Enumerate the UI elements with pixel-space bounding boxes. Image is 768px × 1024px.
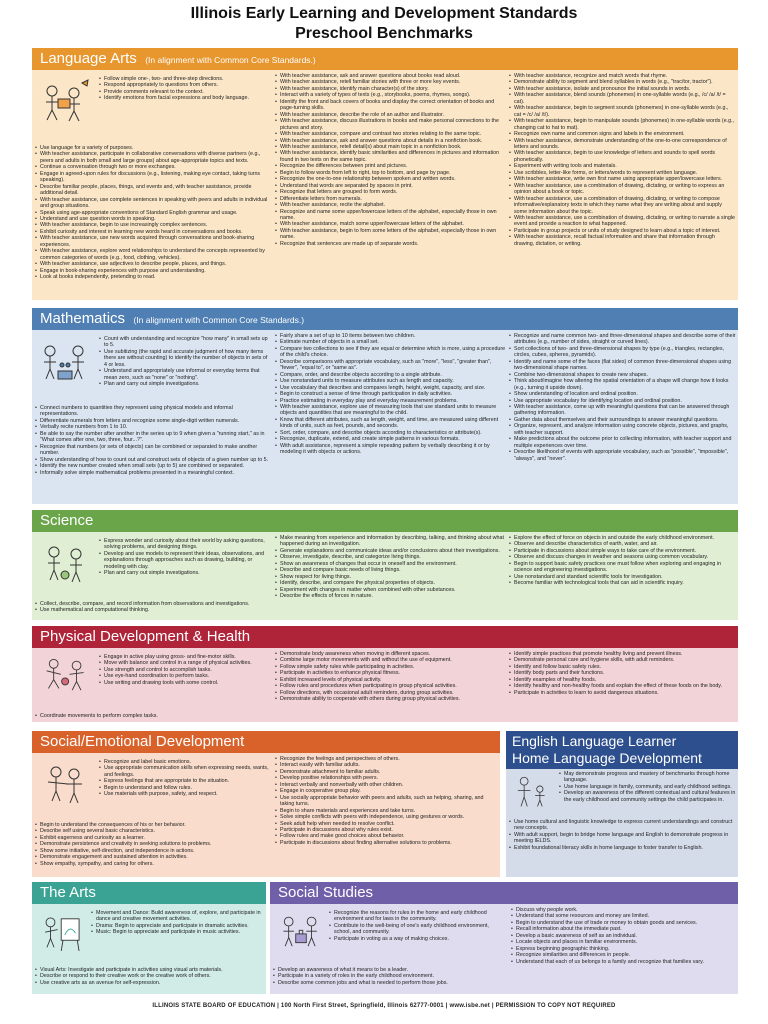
arts-column — [32, 907, 266, 992]
list-item: • Sort collections of two- and three-dimensional shapes by type (e.g., triangles, rectangles, circles, cubes, spheres, pyramids). — [508, 346, 736, 359]
list-item: • With teacher assistance, begin to segment sounds (phonemes) in one-syllable words (e.g., cat = /c/ /a/ /t/). — [508, 105, 736, 118]
list-item: • With teacher assistance, recall factual information and share that information through drawing, dictation, or writing. — [508, 234, 736, 247]
list-item: • Develop an awareness of what it means to be a leader. — [272, 967, 504, 973]
list-item: • Begin to follow words from left to right, top to bottom, and page by page. — [274, 170, 506, 176]
list-item: • Use home cultural and linguistic knowledge to express current understandings and construct new concepts. — [508, 819, 736, 832]
page-title — [0, 4, 768, 44]
list-item: • Participate in discussions about why rules exist. — [274, 827, 498, 833]
list-item: • Identify examples of healthy foods. — [508, 677, 736, 683]
list-item: • Describe and compare basic needs of living things. — [274, 567, 506, 573]
list-item: • Follow rules and make good choices about behavior. — [274, 833, 498, 839]
list-item: • With teacher assistance, use a combination of drawing, dictating, or writing to compose informative/explanatory texts in which they name what they are writing about and supply some information about the topic. — [508, 196, 736, 215]
language-column-3 — [508, 73, 736, 298]
list-item: • Plan and carry out simple investigations. — [98, 381, 270, 387]
list-item: • Describe familiar people, places, things, and events and, with teacher assistance, provide additional detail. — [34, 184, 270, 197]
list-item: • Identify and name some of the faces (flat sides) of common three-dimensional shapes using two-dimensional shape names. — [508, 359, 736, 372]
list-item: • With teacher assistance, begin to manipulate sounds (phonemes) in one-syllable words (e.g., changing cat to hat to mat). — [508, 118, 736, 131]
science-list-1 — [34, 601, 270, 614]
list-item: • Show some initiative, self-direction, and independence in actions. — [34, 848, 270, 854]
language-list-1 — [34, 145, 270, 281]
social-emotional-illus-list — [98, 759, 270, 798]
list-item: • Use language for a variety of purposes. — [34, 145, 270, 151]
list-item: • With teacher assistance, demonstrate understanding of the one-to-one correspondence of letters and sounds. — [508, 138, 736, 151]
list-item: • With teacher assistance, explore use of measuring tools that use standard units to measure objects and quantities that are meaningful to the child. — [274, 404, 506, 417]
list-item: • Develop positive relationships with peers. — [274, 775, 498, 781]
list-item: • Show understanding of location and ordinal position. — [508, 391, 736, 397]
list-item: • Seek adult help when needed to resolve conflict. — [274, 821, 498, 827]
list-item: • Verbally recite numbers from 1 to 10. — [34, 424, 270, 430]
list-item: • Use mathematical and computational thinking. — [34, 607, 270, 613]
section-header — [270, 882, 738, 904]
list-item: • Demonstrate attachment to familiar adults. — [274, 769, 498, 775]
list-item: • With adult support, begin to bridge home language and English to demonstrate progress in meeting IELDS. — [508, 832, 736, 845]
list-item: • Know that different attributes, such as length, weight, and time, are measured using different kinds of units, such as feet, pounds, and seconds. — [274, 417, 506, 430]
section-mathematics — [32, 308, 738, 504]
list-item: • Use creative arts as an avenue for self-expression. — [34, 980, 264, 986]
list-item: • With teacher assistance, recognize and match words that rhyme. — [508, 73, 736, 79]
list-item: • Locate objects and places in familiar environments. — [510, 939, 736, 945]
social-studies-list-2 — [510, 907, 736, 965]
list-item: • Differentiate letters from numerals. — [274, 196, 506, 202]
list-item: • Recognize that numbers (or sets of objects) can be combined or separated to make another number. — [34, 444, 270, 457]
list-item: • Identify, describe, and compare the physical properties of objects. — [274, 580, 506, 586]
list-item: • With adult assistance, represent a simple repeating pattern by verbally describing it or by modeling it with objects or actions. — [274, 443, 506, 456]
list-item: • Observe, investigate, describe, and categorize living things. — [274, 554, 506, 560]
list-item: • Develop and use models to represent their ideas, observations, and explanations through approaches such as drawing, building, or modeling with clay. — [98, 551, 270, 570]
list-item: • Interact verbally and nonverbally with other children. — [274, 782, 498, 788]
list-item: • Use home language in family, community, and early childhood settings. — [558, 784, 736, 790]
list-item: • Identify and follow basic safety rules. — [508, 664, 736, 670]
section-header — [32, 731, 500, 753]
science-column-3 — [508, 535, 736, 618]
list-item: • Follow simple safety rules while participating in activities. — [274, 664, 506, 670]
social-emotional-column-1 — [32, 756, 272, 875]
list-item: • Participate in group projects or units of study designed to learn about a topic of interest. — [508, 228, 736, 234]
list-item: • Begin to share materials and experiences and take turns. — [274, 808, 498, 814]
section-the-arts — [32, 882, 266, 994]
section-language-arts — [32, 48, 738, 300]
list-item: • Use materials with purpose, safety, and respect. — [98, 791, 270, 797]
social-studies-column-1 — [270, 907, 506, 992]
list-item: • Demonstrate persistence and creativity in seeking solutions to problems. — [34, 841, 270, 847]
list-item: • Observe and describe characteristics of earth, water, and air. — [508, 541, 736, 547]
list-item: • With teacher assistance, retell detail(s) about main topic in a nonfiction book. — [274, 144, 506, 150]
list-item: • Use strength and control to accomplish tasks. — [98, 667, 270, 673]
list-item: • Experiment with writing tools and materials. — [508, 163, 736, 169]
list-item: • Identify simple practices that promote healthy living and prevent illness. — [508, 651, 736, 657]
list-item: • Demonstrate body awareness when moving in different spaces. — [274, 651, 506, 657]
children-counting-illustration — [38, 337, 94, 387]
list-item: • With teacher assistance, match some upper/lowercase letters of the alphabet. — [274, 221, 506, 227]
physical-list-1 — [34, 713, 270, 719]
list-item: • Recognize the feelings and perspectives of others. — [274, 756, 498, 762]
section-subtitle: (In alignment with Common Core Standards.) — [133, 315, 305, 325]
list-item: • Follow rules and procedures when participating in group physical activities. — [274, 683, 506, 689]
list-item: • Collect, describe, compare, and record information from observations and investigations. — [34, 601, 270, 607]
list-item: • Understand that some resources and money are limited. — [510, 913, 736, 919]
physical-list-3 — [508, 651, 736, 696]
list-item: • Exhibit curiosity and interest in learning new words heard in conversations and books. — [34, 229, 270, 235]
language-list-2 — [274, 73, 506, 247]
list-item: • Compare two collections to see if they are equal or determine which is more, using a procedure of the child's choice. — [274, 346, 506, 359]
social-emotional-list-1 — [34, 822, 270, 867]
list-item: • Identify the new number created when small sets (up to 5) are combined or separated. — [34, 463, 270, 469]
section-header — [32, 882, 266, 904]
math-list-2 — [274, 333, 506, 456]
list-item: • Describe comparisons with appropriate vocabulary, such as "more", "less", "greater than", "fewer", "equal to", or "same as". — [274, 359, 506, 372]
physical-illus-list — [98, 654, 270, 686]
section-title: Social Studies — [278, 884, 374, 901]
list-item: • Informally solve simple mathematical problems presented in a meaningful context. — [34, 470, 270, 476]
arts-list — [34, 967, 264, 986]
list-item: • Understand that each of us belongs to a family and recognize that families vary. — [510, 959, 736, 965]
list-item: • Understand that words are separated by spaces in print. — [274, 183, 506, 189]
list-item: • Use nonstandard and standard scientific tools for investigation. — [508, 574, 736, 580]
list-item: • Provide comments relevant to the context. — [98, 89, 270, 95]
language-illus-list — [98, 76, 270, 102]
section-header — [506, 731, 738, 769]
list-item: • Recall information about the immediate past. — [510, 926, 736, 932]
science-column-1 — [32, 535, 272, 618]
list-item: • With teacher assistance, use new words acquired through conversations and book-sharing experiences. — [34, 235, 270, 248]
list-item: • Differentiate numerals from letters and recognize some single-digit written numerals. — [34, 418, 270, 424]
list-item: • Recognize that sentences are made up of separate words. — [274, 241, 506, 247]
list-item: • Visual Arts: Investigate and participate in activities using visual arts materials. — [34, 967, 264, 973]
list-item: • Begin to construct a sense of time through participation in daily activities. — [274, 391, 506, 397]
list-item: • Drama: Begin to appreciate and participate in dramatic activities. — [90, 923, 264, 929]
science-list-2 — [274, 535, 506, 600]
list-item: • Develop an awareness of the different contextual and cultural features in the early childhood and community settings the child participates in. — [558, 790, 736, 803]
list-item: • Recognize that letters are grouped to form words. — [274, 189, 506, 195]
list-item: • Recognize and label basic emotions. — [98, 759, 270, 765]
list-item: • Use appropriate communication skills when expressing needs, wants, and feelings. — [98, 765, 270, 778]
children-painting-illustration — [38, 911, 88, 957]
children-hugging-illustration — [38, 760, 94, 810]
list-item: • With teacher assistance, participate in collaborative conversations with diverse partners (e.g., peers and adults in both small and large groups) about age-appropriate topics and texts. — [34, 151, 270, 164]
list-item: • Compare, order, and describe objects according to a single attribute. — [274, 372, 506, 378]
list-item: • Discuss why people work. — [510, 907, 736, 913]
list-item: • Use nonstandard units to measure attributes such as length and capacity. — [274, 378, 506, 384]
list-item: • With teacher assistance, isolate and pronounce the initial sounds in words. — [508, 86, 736, 92]
list-item: • With teacher assistance, describe the role of an author and illustrator. — [274, 112, 506, 118]
list-item: • Engage in book-sharing experiences with purpose and understanding. — [34, 268, 270, 274]
list-item: • Move with balance and control in a range of physical activities. — [98, 660, 270, 666]
section-title: The Arts — [40, 884, 96, 901]
section-title: Social/Emotional Development — [40, 733, 245, 750]
list-item: • Plan and carry out simple investigations. — [98, 570, 270, 576]
ell-list — [508, 819, 736, 851]
list-item: • With teacher assistance, identify main character(s) of the story. — [274, 86, 506, 92]
physical-list-2 — [274, 651, 506, 703]
section-header — [32, 48, 738, 70]
list-item: • Demonstrate engagement and sustained attention in activities. — [34, 854, 270, 860]
list-item: • Express feelings that are appropriate to the situation. — [98, 778, 270, 784]
social-emotional-column-2 — [274, 756, 498, 875]
list-item: • Combine two-dimensional shapes to create new shapes. — [508, 372, 736, 378]
list-item: • Think about/imagine how altering the spatial orientation of a shape will change how it looks (e.g., turning it upside down). — [508, 378, 736, 391]
list-item: • Participate in discussions about simple ways to take care of the environment. — [508, 548, 736, 554]
math-list-3 — [508, 333, 736, 462]
list-item: • Develop a basic awareness of self as an individual. — [510, 933, 736, 939]
section-social-emotional — [32, 731, 500, 877]
list-item: • Express wonder and curiosity about their world by asking questions, solving problems, and designing things. — [98, 538, 270, 551]
section-science — [32, 510, 738, 620]
list-item: • With teacher assistance, come up with meaningful questions that can be answered through gathering information. — [508, 404, 736, 417]
language-column-2 — [274, 73, 506, 298]
social-studies-illus-list — [328, 910, 504, 942]
list-item: • Describe some common jobs and what is needed to perform those jobs. — [272, 980, 504, 986]
section-social-studies — [270, 882, 738, 994]
teacher-and-child-illustration — [510, 773, 554, 813]
social-emotional-list-2 — [274, 756, 498, 846]
section-english-language-learner — [506, 731, 738, 877]
list-item: • Follow simple one-, two- and three-step directions. — [98, 76, 270, 82]
list-item: • Connect numbers to quantities they represent using physical models and informal representations. — [34, 405, 270, 418]
arts-illus-list — [90, 910, 264, 936]
list-item: • With teacher assistance, begin to use knowledge of letters and sounds to spell words phonetically. — [508, 150, 736, 163]
list-item: • Understand and appropriately use informal or everyday terms that mean zero, such as "none" or "nothing". — [98, 368, 270, 381]
list-item: • Use subitizing (the rapid and accurate judgment of how many items there are without counting) to identify the number of objects in sets of 4 or less. — [98, 349, 270, 368]
list-item: • Begin to understand the consequences of his or her behavior. — [34, 822, 270, 828]
list-item: • May demonstrate progress and mastery of benchmarks through home language. — [558, 771, 736, 784]
list-item: • With teacher assistance, blend sounds (phonemes) in one-syllable words (e.g., /c/ /a/ /t/ = cat). — [508, 92, 736, 105]
list-item: • Organize, represent, and analyze information using concrete objects, pictures, and graphs, with teacher support. — [508, 423, 736, 436]
list-item: • With teacher assistance, retell familiar stories with three or more key events. — [274, 79, 506, 85]
physical-column-1 — [32, 651, 272, 720]
section-header — [32, 510, 738, 532]
list-item: • Exhibit foundational literacy skills in home language to foster transfer to English. — [508, 845, 736, 851]
list-item: • Solve simple conflicts with peers with independence, using gestures or words. — [274, 814, 498, 820]
section-title: Mathematics — [40, 310, 126, 327]
list-item: • With teacher assistance, identify basic similarities and differences in pictures and information found in two texts on the same topic. — [274, 150, 506, 163]
list-item: • Describe likelihood of events with appropriate vocabulary, such as "possible", "impossible", "always", and "never". — [508, 449, 736, 462]
list-item: • With teacher assistance, ask and answer questions about details in a nonfiction book. — [274, 138, 506, 144]
language-list-3 — [508, 73, 736, 247]
list-item: • Recognize and name some upper/lowercase letters of the alphabet, especially those in own name. — [274, 209, 506, 222]
list-item: • Contribute to the well-being of one's early childhood environment, school, and community. — [328, 923, 504, 936]
physical-column-3 — [508, 651, 736, 720]
list-item: • Begin to support basic safety practices one must follow when exploring and engaging in science and engineering investigations. — [508, 561, 736, 574]
children-reading-illustration — [38, 77, 94, 127]
list-item: • Combine large motor movements with and without the use of equipment. — [274, 657, 506, 663]
list-item: • Speak using age-appropriate conventions of Standard English grammar and usage. — [34, 210, 270, 216]
math-list-1 — [34, 405, 270, 476]
list-item: • Recognize the one-to-one relationship between spoken and written words. — [274, 176, 506, 182]
list-item: • With teacher assistance, explore word relationships to understand the concepts represented by common categories of words (e.g., food, clothing, vehicles). — [34, 248, 270, 261]
list-item: • Use writing and drawing tools with some control. — [98, 680, 270, 686]
list-item: • Describe self using several basic characteristics. — [34, 828, 270, 834]
list-item: • With teacher assistance, use complete sentences in speaking with peers and adults in individual and group situations. — [34, 197, 270, 210]
list-item: • Recognize the reasons for rules in the home and early childhood environment and for laws in the community. — [328, 910, 504, 923]
list-item: • Use socially appropriate behavior with peers and adults, such as helping, sharing, and taking turns. — [274, 795, 498, 808]
list-item: • With teacher assistance, ask and answer questions about books read aloud. — [274, 73, 506, 79]
list-item: • Show respect for living things. — [274, 574, 506, 580]
list-item: • Express beginning geographic thinking. — [510, 946, 736, 952]
children-playing-illustration — [38, 655, 94, 699]
list-item: • Observe and discuss changes in weather and seasons using common vocabulary. — [508, 554, 736, 560]
list-item: • Exhibit increased levels of physical activity. — [274, 677, 506, 683]
math-illus-list — [98, 336, 270, 388]
list-item: • Describe or respond to their creative work or the creative work of others. — [34, 973, 264, 979]
list-item: • With teacher assistance, use adjectives to describe people, places, and things. — [34, 261, 270, 267]
section-subtitle: (In alignment with Common Core Standards.) — [145, 55, 316, 65]
list-item: • Show understanding of how to count out and construct sets of objects of a given number up to 5. — [34, 457, 270, 463]
title-line-1: Illinois Early Learning and Development Standards — [190, 5, 578, 22]
list-item: • Use appropriate vocabulary for identifying location and ordinal position. — [508, 398, 736, 404]
children-voting-illustration — [276, 911, 326, 955]
section-header — [32, 626, 738, 648]
math-column-2 — [274, 333, 506, 502]
list-item: • Make predictions about the outcome prior to collecting information, with teacher support and multiple experiences over time. — [508, 436, 736, 449]
list-item: • Participate in discussions about finding alternative solutions to problems. — [274, 840, 498, 846]
list-item: • Become familiar with technological tools that can aid in scientific inquiry. — [508, 580, 736, 586]
children-exploring-illustration — [38, 539, 94, 589]
list-item: • Use eye-hand coordination to perform tasks. — [98, 673, 270, 679]
list-item: • Begin to understand the use of trade or money to obtain goods and services. — [510, 920, 736, 926]
list-item: • With teacher assistance, begin to use increasingly complex sentences. — [34, 222, 270, 228]
science-column-2 — [274, 535, 506, 618]
list-item: • Exhibit eagerness and curiosity as a learner. — [34, 835, 270, 841]
list-item: • Look at books independently, pretending to read. — [34, 274, 270, 280]
math-column-1 — [32, 333, 272, 502]
list-item: • Engage in agreed-upon rules for discussions (e.g., listening, making eye contact, taking turns speaking). — [34, 171, 270, 184]
list-item: • Describe the effects of forces in nature. — [274, 593, 506, 599]
section-title: Physical Development & Health — [40, 628, 251, 645]
list-item: • Engage in active play using gross- and fine-motor skills. — [98, 654, 270, 660]
list-item: • Gather data about themselves and their surroundings to answer meaningful questions. — [508, 417, 736, 423]
list-item: • Identify the front and back covers of books and display the correct orientation of books and page-turning skills. — [274, 99, 506, 112]
list-item: • With teacher assistance, use a combination of drawing, dictating, or writing to express an opinion about a book or topic. — [508, 183, 736, 196]
list-item: • With teacher assistance, write own first name using appropriate upper/lowercase letters. — [508, 176, 736, 182]
list-item: • Demonstrate ability to segment and blend syllables in words (e.g., "trac/tor, tractor"). — [508, 79, 736, 85]
list-item: • With teacher assistance, recite the alphabet. — [274, 202, 506, 208]
list-item: • Follow directions, with occasional adult reminders, during group activities. — [274, 690, 506, 696]
science-illus-list — [98, 538, 270, 577]
science-list-3 — [508, 535, 736, 587]
title-line-2: Preschool Benchmarks — [295, 25, 473, 42]
list-item: • Sort, order, compare, and describe objects according to characteristics or attribute(s). — [274, 430, 506, 436]
list-item: • Understand and use question words in speaking. — [34, 216, 270, 222]
list-item: • Recognize similarities and differences in people. — [510, 952, 736, 958]
list-item: • Recognize the differences between print and pictures. — [274, 163, 506, 169]
list-item: • Identify healthy and non-healthy foods and explain the effect of these foods on the body. — [508, 683, 736, 689]
list-item: • Count with understanding and recognize "how many" in small sets up to 5. — [98, 336, 270, 349]
list-item: • Interact easily with familiar adults. — [274, 762, 498, 768]
list-item: • Make meaning from experience and information by describing, talking, and thinking about what happened during an investigation. — [274, 535, 506, 548]
section-title: Science — [40, 512, 94, 529]
list-item: • Practice estimating in everyday play and everyday measurement problems. — [274, 398, 506, 404]
footer: ILLINOIS STATE BOARD OF EDUCATION | 100 North First Street, Springfield, Illinois 62777-0001 | www.isbe.net | PERMISSION TO COPY NOT REQUIRED — [152, 1003, 616, 1009]
social-studies-list-1 — [272, 967, 504, 986]
list-item: • Estimate number of objects in a small set. — [274, 339, 506, 345]
ell-title-line-1: English Language Learner — [512, 733, 677, 749]
section-physical-development — [32, 626, 738, 722]
list-item: • Identify emotions from facial expressions and body language. — [98, 95, 270, 101]
physical-column-2 — [274, 651, 506, 720]
ell-illus-list — [558, 771, 736, 803]
math-column-3 — [508, 333, 736, 502]
list-item: • Be able to say the number after another in the series up to 9 when given a "running start," as in "What comes after one, two, three, four...?". — [34, 431, 270, 444]
list-item: • Recognize own name and common signs and labels in the environment. — [508, 131, 736, 137]
section-header — [32, 308, 738, 330]
list-item: • Continue a conversation through two or more exchanges. — [34, 164, 270, 170]
list-item: • With teacher assistance, begin to form some letters of the alphabet, especially those in own name. — [274, 228, 506, 241]
list-item: • With teacher assistance, use a combination of drawing, dictating, or writing to narrate a single event and provide a reaction to what happened. — [508, 215, 736, 228]
list-item: • Participate in activities to enhance physical fitness. — [274, 670, 506, 676]
list-item: • With teacher assistance, discuss illustrations in books and make personal connections to the pictures and story. — [274, 118, 506, 131]
list-item: • Show empathy, sympathy, and caring for others. — [34, 861, 270, 867]
list-item: • Fairly share a set of up to 10 items between two children. — [274, 333, 506, 339]
section-title: Language Arts — [40, 50, 137, 67]
list-item: • Explore the effect of force on objects in and outside the early childhood environment. — [508, 535, 736, 541]
list-item: • Show an awareness of changes that occur in oneself and the environment. — [274, 561, 506, 567]
ell-title-line-2: Home Language Development — [512, 750, 702, 766]
list-item: • Interact with a variety of types of texts (e.g., storybooks, poems, rhymes, songs). — [274, 92, 506, 98]
list-item: • Participate in activities to learn to avoid dangerous situations. — [508, 690, 736, 696]
social-studies-column-2 — [510, 907, 736, 992]
list-item: • Recognize and name common two- and three-dimensional shapes and describe some of their attributes (e.g., number of sides, straight or curved lines). — [508, 333, 736, 346]
list-item: • Experiment with changes in matter when combined with other substances. — [274, 587, 506, 593]
list-item: • Identify body parts and their functions. — [508, 670, 736, 676]
list-item: • Use vocabulary that describes and compares length, height, weight, capacity, and size. — [274, 385, 506, 391]
list-item: • Generate explanations and communicate ideas and/or conclusions about their investigations. — [274, 548, 506, 554]
language-column-1 — [32, 73, 272, 298]
list-item: • With teacher assistance, compare and contrast two stories relating to the same topic. — [274, 131, 506, 137]
list-item: • Demonstrate ability to cooperate with others during group physical activities. — [274, 696, 506, 702]
list-item: • Begin to understand and follow rules. — [98, 785, 270, 791]
list-item: • Coordinate movements to perform complex tasks. — [34, 713, 270, 719]
list-item: • Participate in a variety of roles in the early childhood environment. — [272, 973, 504, 979]
list-item: • Engage in cooperative group play. — [274, 788, 498, 794]
list-item: • Recognize, duplicate, extend, and create simple patterns in various formats. — [274, 436, 506, 442]
list-item: • Movement and Dance: Build awareness of, explore, and participate in dance and creative movement activities. — [90, 910, 264, 923]
list-item: • Respond appropriately to questions from others. — [98, 82, 270, 88]
list-item: • Use scribbles, letter-like forms, or letters/words to represent written language. — [508, 170, 736, 176]
list-item: • Participate in voting as a way of making choices. — [328, 936, 504, 942]
list-item: • Music: Begin to appreciate and participate in music activities. — [90, 929, 264, 935]
list-item: • Demonstrate personal care and hygiene skills, with adult reminders. — [508, 657, 736, 663]
